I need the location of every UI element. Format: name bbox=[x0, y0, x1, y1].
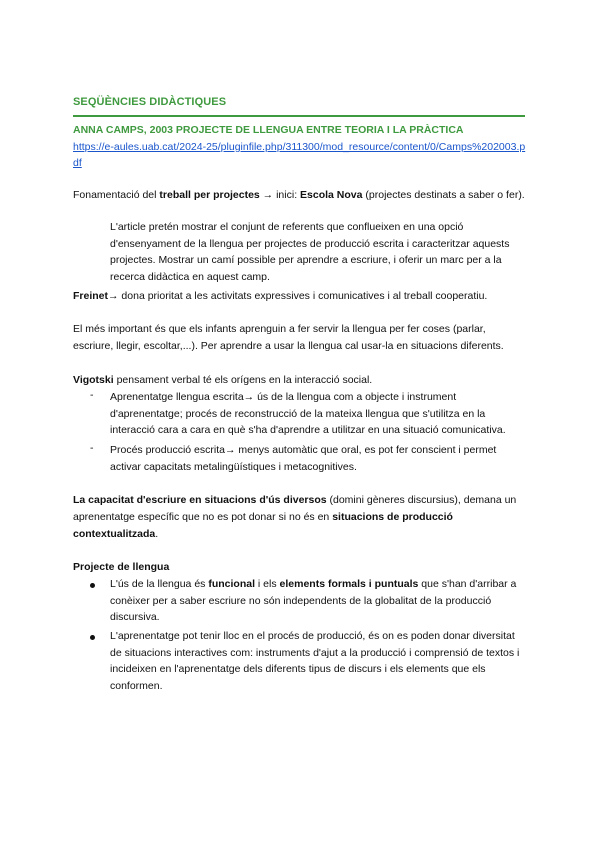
list-item: L'aprenentatge pot tenir lloc en el procés de producció, és on es poden donar diversitat de situacions interactives com: instruments d'ajut a la producció i comprensió de textos i incideixen en l'aprenentatge dels diferents tipus de discurs i els elements que els conformen. bbox=[110, 630, 520, 692]
section-subtitle: ANNA CAMPS, 2003 PROJECTE DE LLENGUA ENTRE TEORIA I LA PRÀCTICA bbox=[73, 124, 464, 136]
freinet-paragraph: Freinet→ dona prioritat a les activitats expressives i comunicatives i al treball cooperatiu. bbox=[73, 290, 488, 302]
important-paragraph: El més important és que els infants aprenguin a fer servir la llengua per fer coses (parlar, escriure, llegir, escoltar,...). Per aprendre a usar la llengua cal usar-la en situacions diferents. bbox=[73, 323, 504, 352]
source-link[interactable]: https://e-aules.uab.cat/2024-25/pluginfile.php/311300/mod_resource/content/0/Camps%202003.pdf bbox=[73, 141, 526, 169]
page-title: SEQÜÈNCIES DIDÀCTIQUES bbox=[73, 96, 227, 108]
capacitat-paragraph: La capacitat d'escriure en situacions d'ús diversos (domini gèneres discursius), demana un aprenentatge específic que no es pot donar si no és en situacions de producció contextualitzada. bbox=[73, 494, 517, 540]
vigotski-paragraph: Vigotski pensament verbal té els orígens en la interacció social. bbox=[73, 374, 373, 386]
section-heading: Projecte de llengua bbox=[73, 561, 170, 573]
dash-bullet: - bbox=[90, 442, 94, 454]
dash-bullet: - bbox=[90, 389, 94, 401]
article-paragraph: L'article pretén mostrar el conjunt de referents que conflueixen en una opció d'ensenyament de la llengua per projectes de producció escrita i caracteritzar aquests projectes. Mostrar un camí possible per aprendre a escriure, i oferir un marc per a la recerca didàctica en aquest camp. bbox=[110, 221, 510, 283]
fonamentacio-paragraph: Fonamentació del treball per projectes → inici: Escola Nova (projectes destinats a saber o fer). bbox=[73, 189, 525, 201]
title-divider bbox=[73, 115, 525, 117]
list-item: L'ús de la llengua és funcional i els elements formals i puntuals que s'han d'arribar a conèixer per a saber escriure no són independents de la globalitat de la producció discursiva. bbox=[110, 578, 517, 623]
bullet-dot bbox=[90, 635, 95, 640]
list-item: Aprenentatge llengua escrita→ ús de la llengua com a objecte i instrument d'aprenentatge; procés de reconstrucció de la mateixa llengua que s'utilitza en la interacció cara a cara en què s'ha d'aprendre a utilitzar en una situació comunicativa. bbox=[110, 391, 506, 436]
list-item: Procés producció escrita→ menys automàtic que oral, es pot fer conscient i permet activar capacitats metalingüístiques i metacognitives. bbox=[110, 444, 497, 473]
bullet-dot bbox=[90, 583, 95, 588]
